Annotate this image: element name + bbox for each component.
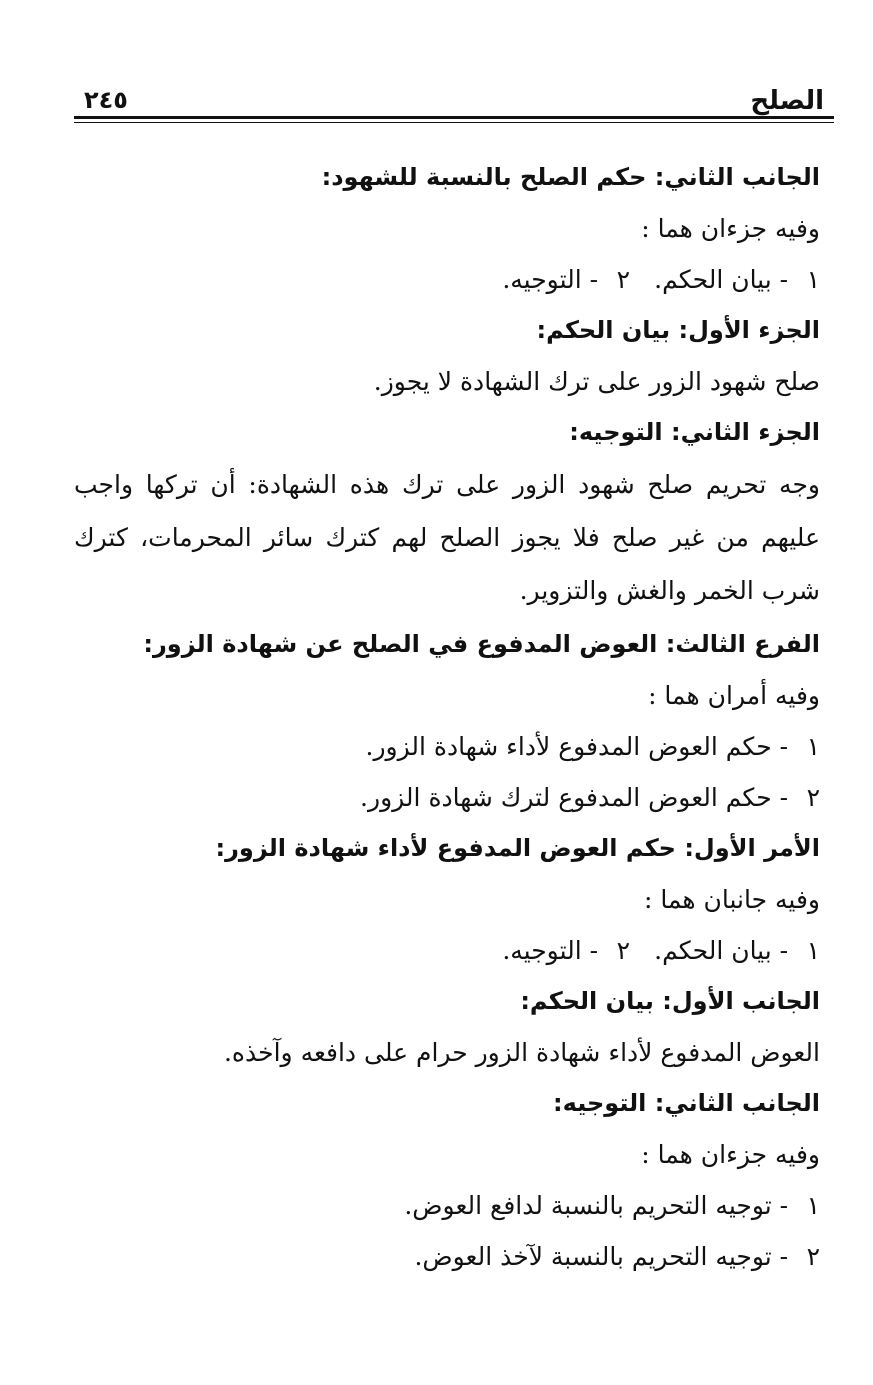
list-number: ٢ <box>806 783 820 812</box>
text-line: وفيه جزءان هما : <box>641 1140 820 1169</box>
list-number: ١ <box>806 1191 820 1220</box>
text-line: وفيه أمران هما : <box>648 681 820 710</box>
list-item <box>74 772 820 823</box>
two-item-row <box>74 254 820 305</box>
list-item-text: - توجيه التحريم بالنسبة لآخذ العوض. <box>414 1242 789 1271</box>
section-heading: الجانب الأول: بيان الحكم: <box>520 987 820 1015</box>
section-heading: الجزء الثاني: التوجيه: <box>569 418 820 446</box>
two-item-row <box>74 925 820 976</box>
page-header <box>74 82 834 126</box>
text-line: وفيه جزءان هما : <box>641 214 820 243</box>
list-item-text: - حكم العوض المدفوع لأداء شهادة الزور. <box>365 732 789 761</box>
section-heading: الجانب الثاني: حكم الصلح بالنسبة للشهود: <box>321 163 820 191</box>
page-body <box>74 152 820 1282</box>
list-number: ٢ <box>616 265 630 294</box>
section-heading: الجانب الثاني: التوجيه: <box>553 1089 820 1117</box>
list-item-text: - بيان الحكم. <box>654 936 789 965</box>
list-item-text: - حكم العوض المدفوع لترك شهادة الزور. <box>360 783 789 812</box>
paragraph: وجه تحريم صلح شهود الزور على ترك هذه الشهادة: أن تركها واجب عليهم من غير صلح فلا يجوز الصلح لهم كترك سائر المحرمات، كترك شرب الخمر والغش والتزوير. <box>74 470 820 605</box>
text-line: وفيه جانبان هما : <box>643 885 820 914</box>
header-rule-thick <box>74 116 834 119</box>
list-item-text: - التوجيه. <box>502 936 599 965</box>
section-heading: الأمر الأول: حكم العوض المدفوع لأداء شهادة الزور: <box>215 834 820 862</box>
text-line: العوض المدفوع لأداء شهادة الزور حرام على دافعه وآخذه. <box>223 1038 820 1067</box>
list-number: ١ <box>806 265 820 294</box>
list-number: ٢ <box>616 936 630 965</box>
page-number: ٢٤٥ <box>84 86 128 114</box>
list-number: ٢ <box>806 1242 820 1271</box>
list-number: ١ <box>806 732 820 761</box>
list-item-text: - توجيه التحريم بالنسبة لدافع العوض. <box>404 1191 789 1220</box>
header-rule-thin <box>74 122 834 123</box>
list-item <box>74 1231 820 1282</box>
list-item-text: - بيان الحكم. <box>654 265 789 294</box>
section-heading: الفرع الثالث: العوض المدفوع في الصلح عن شهادة الزور: <box>143 630 820 658</box>
text-line: صلح شهود الزور على ترك الشهادة لا يجوز. <box>373 367 820 396</box>
list-item <box>74 721 820 772</box>
running-title: الصلح <box>750 86 824 116</box>
list-number: ١ <box>806 936 820 965</box>
section-heading: الجزء الأول: بيان الحكم: <box>536 316 820 344</box>
list-item <box>74 1180 820 1231</box>
list-item-text: - التوجيه. <box>502 265 599 294</box>
